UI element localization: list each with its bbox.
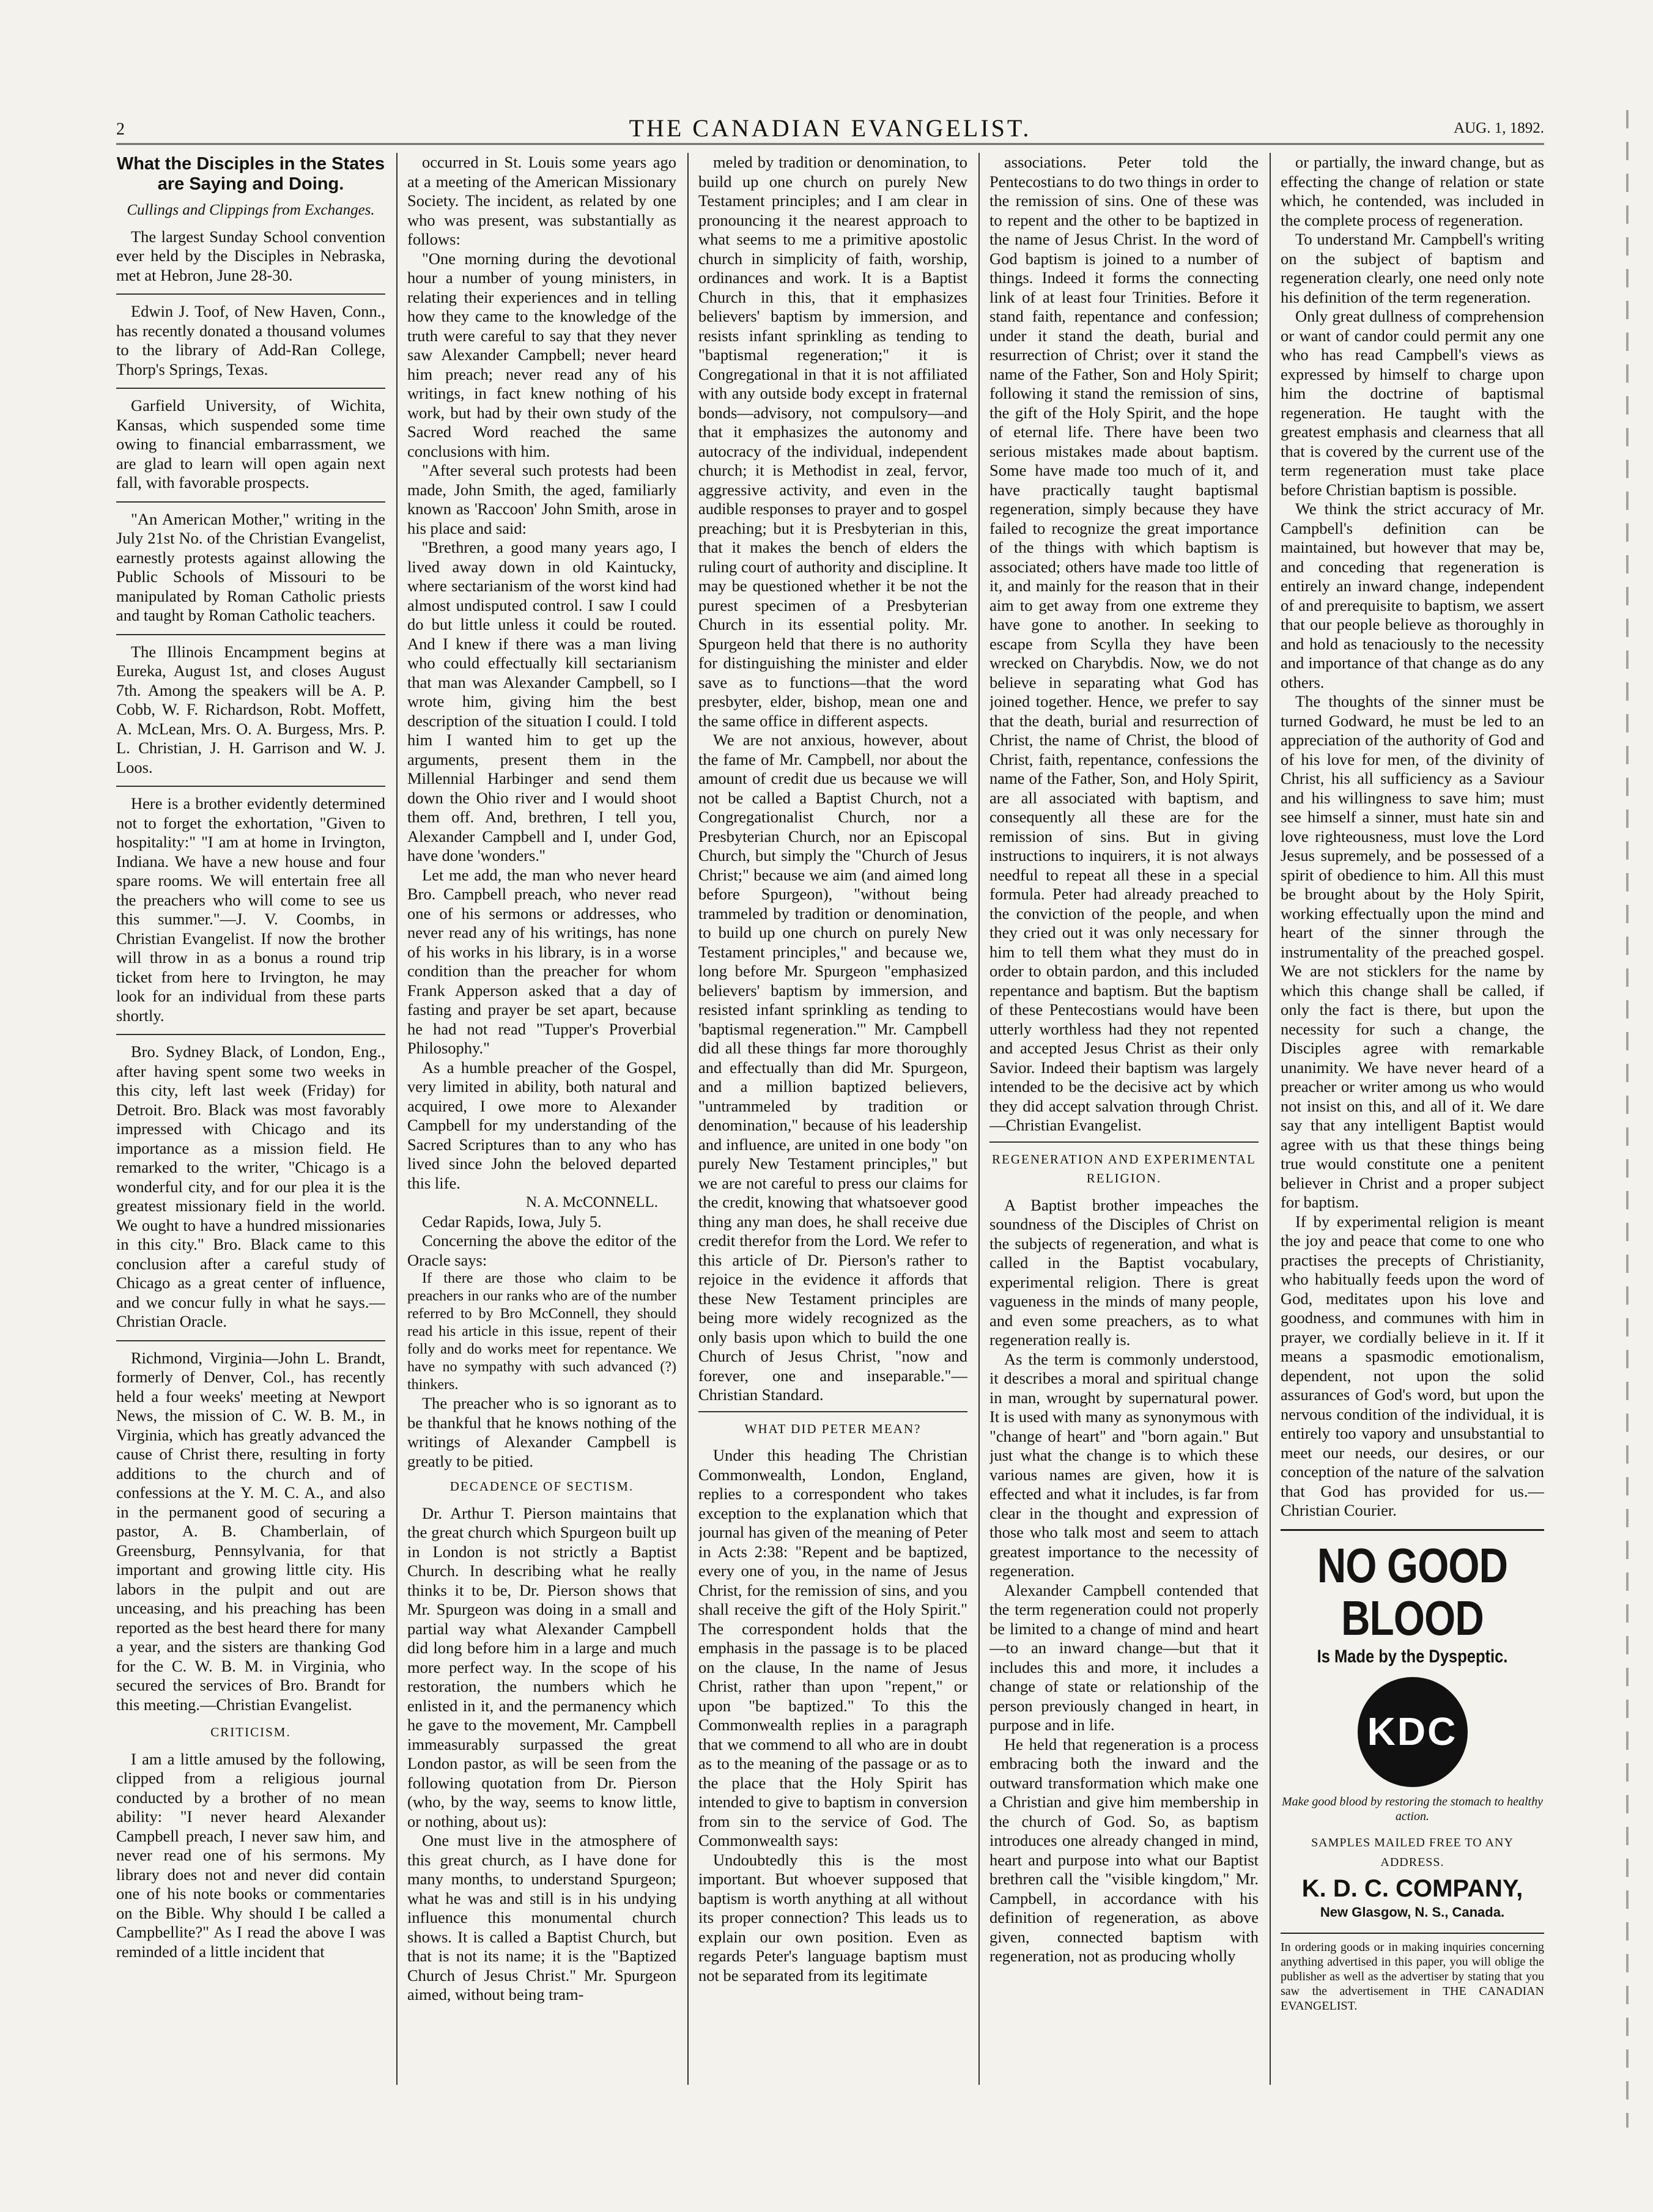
article-paragraph: or partially, the inward change, but as effecting the change of relation or state which, he contended, was included in the complete process of regeneration. [1281,153,1544,229]
article-paragraph: The thoughts of the sinner must be turned Godward, he must be led to an appreciation of the authority of God and of his love for men, of the divinity of Christ, his all sufficiency as a Saviour and his willingness to save him; must see himself a sinner, must hate sin and love righteousness, must love the Lord Jesus supremely, and be possessed of a spirit of obedience to him. All this must be brought about by the Holy Spirit, working effectually upon the mind and heart of the sinner through the instrumentality of the preached gospel. We are not sticklers for the name by which this change shall be called, if only the fact is there, but upon the necessity for such a change, the Disciples agree with remarkable unanimity. We have never heard of a preacher or writer among us who would not insist on this, and all of it. We dare say that any intelligent Baptist would agree with us that these things being true would constitute one a penitent believer in Christ and a proper subject for baptism. [1281,692,1544,1211]
article-paragraph: Let me add, the man who never heard Bro. Campbell preach, who never read one of his sermons or addresses, who never read any of his writings, has none of his works in his library, is in a worse condition than the preacher for whom Frank Apperson asked that a day of fasting and prayer be set apart, because he had not read "Tupper's Proverbial Philosophy." [407,865,676,1057]
news-item: The Illinois Encampment begins at Eureka, August 1st, and closes August 7th. Among the speakers will be A. P. Cobb, W. F. Richardson, Robt. Moffett, A. McLean, Mrs. O. A. Burgess, Mrs. P. L. Christian, J. H. Garrison and W. J. Loos. [116,642,385,776]
article-paragraph: occurred in St. Louis some years ago at a meeting of the American Missionary Society. The incident, as related by one who was present, was substantially as follows: [407,153,676,248]
article-paragraph: A Baptist brother impeaches the soundness of the Disciples of Christ on the subjects of regeneration, and what is called in the Baptist vocabulary, experimental religion. There is great vagueness in the minds of many people, and even some preachers, as to what regeneration really is. [989,1195,1259,1349]
criticism-heading: CRITICISM. [210,1725,291,1739]
article-paragraph: "After several such protests had been made, John Smith, the aged, familiarly known as 'Raccoon' John Smith, arose in his place and said: [407,461,676,537]
peter-heading: WHAT DID PETER MEAN? [744,1421,922,1436]
article-paragraph: meled by tradition or denomination, to build up one church on purely New Testament principles; and I am clear in pronouncing it the nearest approach to what seems to me a primitive apostolic church in simplicity of faith, worship, ordinances and work. It is a Baptist Church in this, that it emphasizes believers' baptism by immersion, and resists infant sprinkling as tending to "baptismal regeneration;" it is Congregational in that it is not affiliated with any outside body except in fraternal bonds—advisory, not compulsory—and that it emphasizes the autonomy and autocracy of the individual, independent church; it is Methodist in zeal, fervor, aggressive activity, and even in the audible responses to prayer and to gospel preaching; but it is Presbyterian in this, that it makes the bench of elders the ruling court of authority and discipline. It may be questioned whether it be not the purest specimen of a Presbyterian Church in its essential polity. Mr. Spurgeon held that there is no authority for distinguishing the minister and elder save as to functions—that the word presbyter, elder, bishop, mean one and the same office in different aspects. [698,153,967,730]
ad-samples: SAMPLES MAILED FREE TO ANY ADDRESS. [1311,1836,1514,1869]
logo-text: KDC [1367,1709,1458,1754]
article-quote: If there are those who claim to be preachers in our ranks who are of the number referred to by Bro McConnell, they should read his article in this issue, repent of their folly and do works meet for repentance. We have no sympathy with such advanced (?) thinkers. [407,1270,676,1393]
article-paragraph: He held that regeneration is a process embracing both the inward and the outward transformation which make one a Christian and give him membership in the church of God. So, as baptism introduces one already changed in mind, heart and purpose into what our Baptist brethren call the "visible kingdom," Mr. Campbell, in accordance with his definition of regeneration, as above given, connected baptism with regeneration, not as producing wholly [989,1735,1259,1965]
masthead [116,111,1544,145]
article-paragraph: To understand Mr. Campbell's writing on the subject of baptism and regeneration clearly, one need only note his definition of the term regeneration. [1281,230,1544,306]
newspaper-title: THE CANADIAN EVANGELIST. [629,114,1032,142]
news-item: Richmond, Virginia—John L. Brandt, formerly of Denver, Col., has recently held a four weeks' meeting at Newport News, the mission of C. W. B. M., in Virginia, which has greatly advanced the cause of Christ there, resulting in forty additions to the church and of confessions at the Y. M. C. A., and also in the permanent good of securing a pastor, A. B. Chamberlain, of Greensburg, Pennsylvania, for that important and growing little city. His labors in the pulpit and out are unceasing, and his preaching has been reported as the best heard there for many a year, and the sisters are thanking God for the C. W. B. M. in Virginia, who secured the services of Bro. Brandt for this meeting.—Christian Evangelist. [116,1348,385,1714]
criticism-text: I am a little amused by the following, clipped from a religious journal conducted by a brother of no mean ability: "I never heard Alexander Campbell preach, I never saw him, and never read one of his sermons. My library does not and never did contain one of his note books or commentaries on the Bible. Why should I be called a Campbellite?" As I read the above I was reminded of a little incident that [116,1749,385,1961]
article-paragraph: As the term is commonly understood, it describes a moral and spiritual change in man, wrought by supernatural power. It is used with many as synonymous with "change of heart" and "born again." But just what the change is to which these various names are given, how it is effected and what it includes, is far from clear in the thought and expression of those who talk most and seem to attach greatest importance to the necessity of regeneration. [989,1349,1259,1580]
ad-tagline: Is Made by the Dyspeptic. [1317,1646,1508,1667]
divider [116,786,385,787]
article-paragraph: We are not anxious, however, about the fame of Mr. Campbell, nor about the amount of credit due us because we will not be called a Baptist Church, not a Congregationalist Church, nor a Presbyterian Church, nor an Episcopal Church, but simply the "Church of Jesus Christ;" because we aim (and aimed long before Spurgeon), "without being trammeled by tradition or denomination, to build up one church on purely New Testament principles," and because we, long before Mr. Spurgeon "emphasized believers' baptism by immersion, and resisted infant sprinkling as tending to 'baptismal regeneration.'" Mr. Campbell did all these things far more thoroughly and effectually than did Mr. Spurgeon, and a million baptized believers, "untrammeled by tradition or denomination," because of his leadership and influence, are united in one body "on purely New Testament principles," but we are not careful to press our claims for the credit, knowing that whatsoever good thing any man does, he shall receive due credit therefor from the Lord. We refer to this article of Dr. Pierson's rather to rejoice in the evidence it affords that these New Testament principles are being more widely recognized as the only basis upon which to build the one Church of Jesus Christ, "now and forever, one and inseparable."—Christian Standard. [698,731,967,1404]
news-item: Garfield University, of Wichita, Kansas, which suspended some time owing to financial embarrassment, we are glad to learn will open again next fall, with favorable prospects. [116,396,385,492]
column-2 [407,153,676,2085]
ad-company: K. D. C. COMPANY, [1301,1875,1523,1902]
article-paragraph: As a humble preacher of the Gospel, very limited in ability, both natural and acquired, I owe more to Alexander Campbell for my understanding of the Sacred Scriptures than to any who has lived since John the beloved departed this life. [407,1058,676,1192]
divider [116,293,385,295]
column-rule [978,153,980,2085]
ad-note: In ordering goods or in making inquiries concerning anything advertised in this paper, you will oblige the publisher as well as the advertiser by stating that you saw the advertisement in THE CANADIAN EVANGELIST. [1281,1933,1544,2013]
column-rule [1270,153,1271,2085]
column-rule [396,153,398,2085]
ad-place: New Glasgow, N. S., Canada. [1320,1904,1505,1920]
article-paragraph: Undoubtedly this is the most important. But whoever supposed that baptism is worth anything at all without its proper connection? This leads us to explain our own position. Even as regards Peter's language baptism must not be separated from its legitimate [698,1850,967,1985]
divider [989,1141,1259,1143]
decadence-heading: DECADENCE OF SECTISM. [449,1479,634,1494]
page-edge [1626,110,1629,2128]
issue-date: AUG. 1, 1892. [1454,120,1544,136]
column-5 [1281,153,1544,2085]
columns [116,153,1544,2085]
article-paragraph: ''Brethren, a good many years ago, I lived away down in old Kaintucky, where sectarianism of the worst kind had almost undisputed control. I saw I could do but little unless it could be routed. And I knew if there was a man living who could effectually kill sectarianism that man was Alexander Campbell, so I wrote him, giving him the best description of the situation I could. I told him I wanted him to get up the arguments, present them in the Millennial Harbinger and send them down the Ohio river and I would shoot them off. And, brethren, I tell you, Alexander Campbell and I, under God, have done 'wonders.'' [407,538,676,865]
ad-headline: NO GOOD BLOOD [1317,1538,1508,1645]
article-paragraph: associations. Peter told the Pentecostians to do two things in order to the remission of sins. One of these was to repent and the other to be baptized in the name of Jesus Christ. In the word of God baptism is joined to a number of things. Indeed it forms the connecting link of at least four Trinities. Before it stand faith, repentance and confession; under it stand the death, burial and resurrection of Christ; over it stand the name of the Father, Son and Holy Spirit; following it stand the remission of sins, the gift of the Holy Spirit, and the hope of eternal life. There have been two serious mistakes made about baptism. Some have made too much of it, and have practically taught baptismal regeneration, simply because they have failed to recognize the great importance of the things with which baptism is associated; others have made too little of it, and mainly for the reason that in their aim to get away from one extreme they have gone to another. In seeking to escape from Scylla they have been wrecked on Charybdis. Now, we do not believe in separating what God has joined together. Hence, we prefer to say that the death, burial and resurrection of Christ, the name of Christ, the blood of Christ, faith, repentance, confessions the name of the Father, Son, and Holy Spirit, are all associated with baptism, and consequently all these are for the remission of sins. But in giving instructions to inquirers, it is not always needful to repeat all these in a special formula. Peter had already preached to the conviction of the people, and when they cried out it was only necessary for him to tell them what they must do in order to obtain pardon, and this included repentance and baptism. But the baptism of these Pentecostians would have been utterly worthless had they not repented and accepted Jesus Christ as their only Savior. Indeed their baptism was largely intended to be the decisive act by which they did accept salvation through Christ.—Christian Evangelist. [989,153,1259,1134]
column-1 [116,153,385,2085]
column-rule [687,153,689,2085]
article-paragraph: If by experimental religion is meant the joy and peace that come to one who practises the precepts of Christianity, who habitually feeds upon the word of God, meditates upon his love and goodness, and communes with him in prayer, we cordially believe in it. If it means a spasmodic emotionalism, dependent, not upon the solid assurances of God's word, but upon the nervous condition of the individual, it is entirely too vapory and unsubstantial to meet our needs, our desires, or our conception of the nature of the salvation that God has provided for us.—Christian Courier. [1281,1212,1544,1519]
article-paragraph: "One morning during the devotional hour a number of young ministers, in relating their experiences and in telling how they came to the knowledge of the truth were careful to say that they never saw Alexander Campbell; never heard him preach; never read any of his writings, in fact knew nothing of his work, but had by their own study of the Sacred Word reached the same conclusions with him. [407,249,676,460]
section-heading: What the Disciples in the States are Saying and Doing. [116,154,385,194]
news-item: Bro. Sydney Black, of London, Eng., after having spent some two weeks in this city, left last week (Friday) for Detroit. Bro. Black was most favorably impressed with Chicago and its importance as a mission field. He remarked to the writer, "Chicago is a wonderful city, and for our plea it is the greatest missionary field in the world. We ought to have a hundred missionaries in this city." Bro. Black came to this conclusion after a careful study of Chicago as a great center of influence, and we concur fully in what he says.—Christian Oracle. [116,1042,385,1330]
article-paragraph: Only great dullness of comprehension or want of candor could permit any one who has read Campbell's views as expressed by himself to charge upon him the doctrine of baptismal regeneration. He taught with the greatest emphasis and clearness that all that is covered by the current use of the term regeneration must take place before Christian baptism is possible. [1281,307,1544,499]
regeneration-heading: REGENERATION AND EXPERIMENTAL RELIGION. [992,1151,1256,1185]
article-paragraph: Alexander Campbell contended that the term regeneration could not properly be limited to a change of mind and heart—to an inward change—but that it includes this and more, it includes a change of state or relationship of the person previously changed in heart, in purpose and in life. [989,1580,1259,1734]
page-number: 2 [116,120,125,139]
article-paragraph: One must live in the atmosphere of this great church, as I have done for many months, to understand Spurgeon; what he was and still is in his undying influence this monumental church shows. It is called a Baptist Church, but that is not its name; it is the "Baptized Church of Jesus Christ." Mr. Spurgeon aimed, without being tram- [407,1831,676,2004]
divider [116,634,385,635]
section-subheading: Cullings and Clippings from Exchanges. [127,202,375,218]
author-signature: N. A. McCONNELL. [526,1194,658,1211]
divider [116,388,385,389]
article-paragraph: Under this heading The Christian Commonwealth, London, England, replies to a correspondent who takes exception to the explanation which that journal has given of the meaning of Peter in Acts 2:38: "Repent and be baptized, every one of you, in the name of Jesus Christ, for the remission of sins, and you shall receive the gift of the Holy Spirit." The correspondent holds that the emphasis in the passage is to be placed on the clause, In the name of Jesus Christ, rather than upon "repent," or upon "be baptized." To this the Commonwealth replies in a paragraph that we commend to all who are in doubt as to the meaning of the passage or as to the place that the Holy Spirit has intended to give to baptism in conversion from sin to the service of God. The Commonwealth says: [698,1446,967,1849]
kdc-advertisement [1281,1529,1544,2014]
article-paragraph: We think the strict accuracy of Mr. Campbell's definition can be maintained, but however that may be, and conceding that regeneration is entirely an inward change, independent of and prerequisite to baptism, we assert that our people believe as thoroughly in and hold as tenaciously to the necessity and importance of that change as do any others. [1281,500,1544,691]
article-paragraph: The preacher who is so ignorant as to be thankful that he knows nothing of the writings of Alexander Campbell is greatly to be pitied. [407,1394,676,1470]
article-paragraph: Dr. Arthur T. Pierson maintains that the great church which Spurgeon built up in London is not strictly a Baptist Church. In describing what he really thinks it to be, Dr. Pierson shows that Mr. Spurgeon was doing in a small and partial way what Alexander Campbell did long before him in a large and much more perfect way. In the scope of his restoration, the numbers which he enlisted in it, and the permanency which he gave to the movement, Mr. Campbell immeasurably surpassed the great London pastor, as will be seen from the following quotation from Dr. Pierson (who, by the way, seems to know little, or nothing, about us): [407,1503,676,1830]
signature-place: Cedar Rapids, Iowa, July 5. [422,1212,602,1231]
column-3 [698,153,967,2085]
ad-small-text: Make good blood by restoring the stomach to healthy action. [1282,1795,1543,1823]
news-item: The largest Sunday School convention ever held by the Disciples in Nebraska, met at Hebron, June 28-30. [116,227,385,284]
divider [116,1034,385,1035]
news-item: Edwin J. Toof, of New Haven, Conn., has recently donated a thousand volumes to the library of Add-Ran College, Thorp's Springs, Texas. [116,302,385,378]
newspaper-page [116,111,1544,2092]
kdc-logo-icon [1358,1677,1468,1787]
column-4 [989,153,1259,2085]
news-item: "An American Mother," writing in the July 21st No. of the Christian Evangelist, earnestly protests against allowing the Public Schools of Missouri to be manipulated by Roman Catholic priests and taught by Roman Catholic teachers. [116,509,385,624]
article-paragraph: Concerning the above the editor of the Oracle says: [407,1231,676,1269]
divider [698,1411,967,1412]
divider [116,1340,385,1341]
news-item: Here is a brother evidently determined not to forget the exhortation, "Given to hospitality:" "I am at home in Irvington, Indiana. We have a new house and four spare rooms. We will entertain free all the preachers who will come to see us this summer."—J. V. Coombs, in Christian Evangelist. If now the brother will throw in as a bonus a round trip ticket from here to Irvington, he may look for an individual from these parts shortly. [116,794,385,1025]
divider [116,501,385,503]
